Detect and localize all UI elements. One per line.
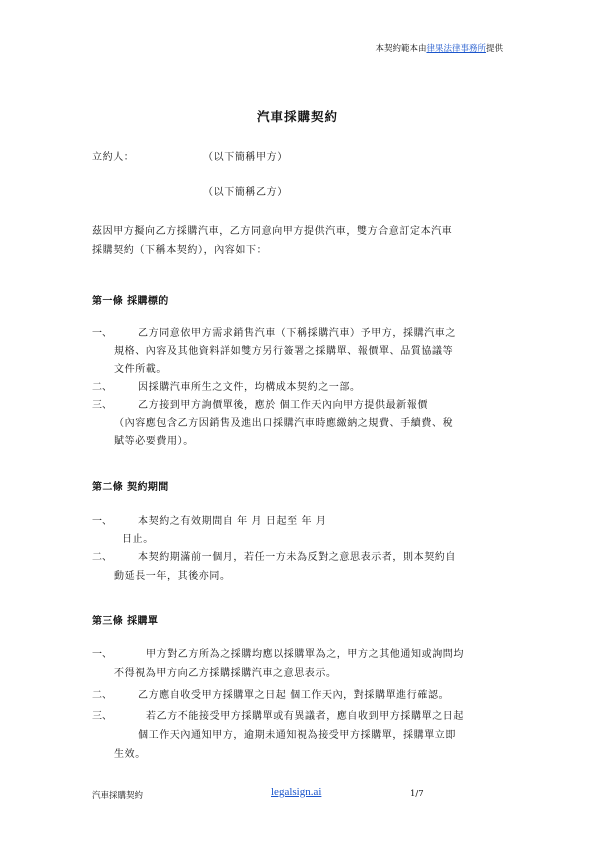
footer-doc-title: 汽車採購契約 xyxy=(92,791,144,801)
article-1-item-2-line-1: 因採購汽車所生之文件，均構成本契約之一部。 xyxy=(138,382,361,393)
article-3-item-3-line-2: 個工作天內通知甲方，逾期未通知視為接受甲方採購單，採購單立即 xyxy=(138,730,456,741)
article-2-item-1-line-2: 日止。 xyxy=(122,534,154,545)
article-2-item-1-num: 一、 xyxy=(92,516,112,527)
article-2-item-1-line-1: 本契約之有效期間自 年 月 日起至 年 月 xyxy=(138,516,327,527)
page-header xyxy=(375,42,503,54)
document-title: 汽車採購契約 xyxy=(256,109,338,124)
article-1-item-3-line-1: 乙方接到甲方詢價單後，應於 個工作天內向甲方提供最新報價 xyxy=(138,400,428,411)
article-3-item-1-line-1: 甲方對乙方所為之採購均應以採購單為之，甲方之其他通知或詢問均 xyxy=(146,649,464,660)
header-suffix: 提供 xyxy=(485,44,503,54)
article-3-item-2-line-1: 乙方應自收受甲方採購單之日起 個工作天內，對採購單進行確認。 xyxy=(138,690,450,701)
article-1-item-1-line-2: 規格、內容及其他資料詳如雙方另行簽署之採購單、報價單、品質協議等 xyxy=(114,346,454,357)
party-b-note: （以下簡稱乙方） xyxy=(203,187,288,198)
article-1-item-3-line-3: 賦等必要費用）。 xyxy=(114,436,194,447)
article-2-title: 第二條 契約期間 xyxy=(92,482,169,493)
article-1-item-2-num: 二、 xyxy=(92,382,112,393)
intro-line-1: 茲因甲方擬向乙方採購汽車，乙方同意向甲方提供汽車，雙方合意訂定本汽車 xyxy=(92,226,453,237)
footer-legalsign-link[interactable]: legalsign.ai xyxy=(271,786,322,798)
article-3-title: 第三條 採購單 xyxy=(92,616,159,627)
article-1-title: 第一條 採購標的 xyxy=(92,296,169,307)
article-2-item-2-line-1: 本契約期滿前一個月，若任一方未為反對之意思表示者，則本契約自 xyxy=(138,552,456,563)
article-3-item-3-line-3: 生效。 xyxy=(114,749,146,760)
footer-page-number: 1/7 xyxy=(410,789,424,799)
article-2-item-2-num: 二、 xyxy=(92,552,112,563)
party-a-note: （以下簡稱甲方） xyxy=(203,152,288,163)
article-3-item-3-line-1: 若乙方不能接受甲方採購單或有異議者，應自收到甲方採購單之日起 xyxy=(146,711,464,722)
article-1-item-3-line-2: （內容應包含乙方因銷售及進出口採購汽車時應繳納之規費、手續費、稅 xyxy=(114,418,454,429)
article-3-item-1-num: 一、 xyxy=(92,649,112,660)
parties-label: 立約人： xyxy=(92,152,135,163)
article-3-item-1-line-2: 不得視為甲方向乙方採購採購汽車之意思表示。 xyxy=(114,668,337,679)
article-1-item-1-line-1: 乙方同意依甲方需求銷售汽車（下稱採購汽車）予甲方，採購汽車之 xyxy=(138,328,456,339)
article-3-item-3-num: 三、 xyxy=(92,711,112,722)
intro-line-2: 採購契約（下稱本契約），內容如下： xyxy=(92,245,268,256)
header-prefix: 本契約範本由 xyxy=(375,44,427,54)
article-2-item-2-line-2: 動延長一年，其後亦同。 xyxy=(114,571,231,582)
article-1-item-1-num: 一、 xyxy=(92,328,112,339)
article-1-item-1-line-3: 文件所載。 xyxy=(114,364,167,375)
article-1-item-3-num: 三、 xyxy=(92,400,112,411)
article-3-item-2-num: 二、 xyxy=(92,690,112,701)
header-law-firm-link[interactable]: 律果法律事務所 xyxy=(426,44,486,54)
